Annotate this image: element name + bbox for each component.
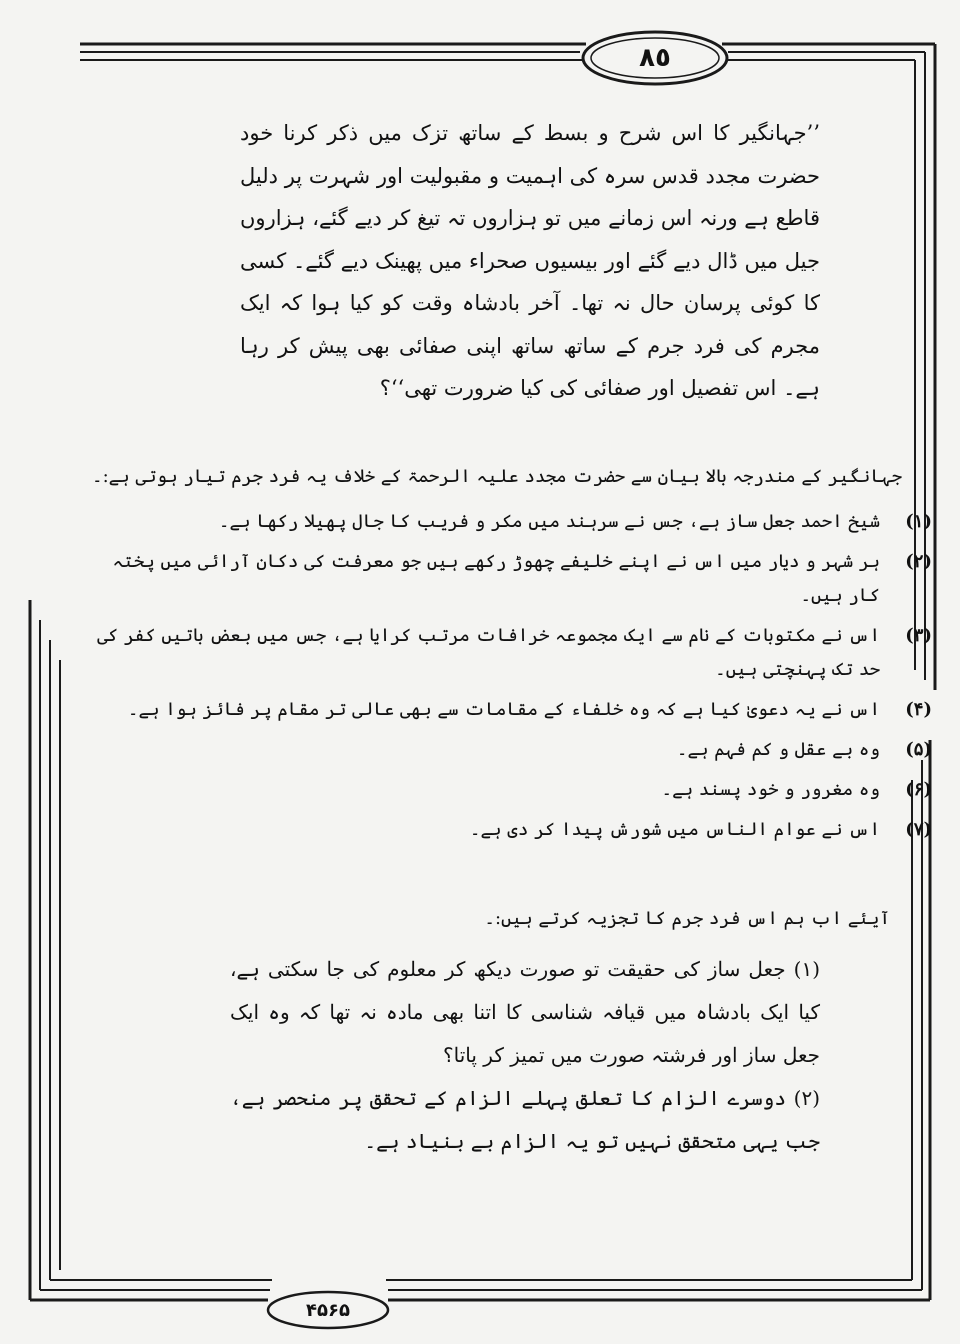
list-item-text: وہ بے عقل و کم فہم ہے۔ [676,739,880,760]
list-item [82,619,932,687]
analysis-intro: آیئے اب ہم اس فرد جرم کا تجزیہ کرتے ہیں:۔ [484,908,890,929]
list-item-number: (۷) [905,819,932,840]
list-item [82,693,932,727]
list-item-text: شیخ احمد جعل ساز ہے، جس نے سرہند میں مکر و فریب کا جال پھیلا رکھا ہے۔ [218,511,880,532]
list-item-number: (۴) [905,699,932,720]
list-item-text: وہ مغرور و خود پسند ہے۔ [661,779,880,800]
list-item [82,505,932,539]
list-item-text: اس نے مکتوبات کے نام سے ایک مجموعہ خرافات مرتب کرایا ہے، جس میں بعض باتیں کفر کی حد تک پہنچتی ہیں۔ [97,625,880,680]
list-item [82,773,932,807]
charges-intro: جہانگیر کے مندرجہ بالا بیان سے حضرت مجدد علیہ الرحمۃ کے خلاف یہ فرد جرم تیار ہوتی ہے:۔ [92,466,902,487]
quoted-paragraph: ’’جہانگیر کا اس شرح و بسط کے ساتھ تزک میں ذکر کرنا خود حضرت مجدد قدس سرہ کی اہمیت و مقبولیت اور شہرت پر دلیل قاطع ہے ورنہ اس زمانے میں تو ہزاروں تہ تیغ کر دیے گئے، ہزاروں جیل میں ڈال دیے گئے اور بیسیوں صحراء میں پھینک دیے گئے۔ کسی کا کوئی پرسان حال نہ تھا۔ آخر بادشاہ وقت کو کیا ہوا کہ ایک مجرم کی فرد جرم کے ساتھ ساتھ اپنی صفائی بھی پیش کر رہا ہے۔ اس تفصیل اور صفائی کی کیا ضرورت تھی‘‘؟ [240,121,820,400]
list-item-number: (۶) [905,779,932,800]
list-item-text: اس نے یہ دعویٰ کیا ہے کہ وہ خلفاء کے مقامات سے بھی عالی تر مقام پر فائز ہوا ہے۔ [127,699,880,720]
list-item-number: (۵) [905,739,932,760]
list-item-number: (۲) [905,551,932,572]
analysis-point: (۲) دوسرے الزام کا تعلق پہلے الزام کے تحقق پر منحصر ہے، جب یہی متحقق نہیں تو یہ الزام بے بنیاد ہے۔ [230,1086,820,1153]
list-item-number: (۱) [905,511,932,532]
analysis-points [230,948,820,1163]
page-number: ٨٥ [639,43,671,73]
list-item [82,813,932,847]
charges-list [82,505,932,853]
list-item [82,733,932,767]
list-item-text: ہر شہر و دیار میں اس نے اپنے خلیفے چھوڑ رکھے ہیں جو معرفت کی دکان آرائی میں پختہ کار ہیں۔ [112,551,880,606]
analysis-point: (۱) جعل ساز کی حقیقت تو صورت دیکھ کر معلوم کی جا سکتی ہے، کیا ایک بادشاہ میں قیافہ شناسی کا اتنا بھی مادہ نہ تھا کہ وہ ایک جعل ساز اور فرشتہ صورت میں تمیز کر پاتا؟ [230,957,820,1067]
footer-number: ۴۵۶۵ [306,1299,350,1321]
list-item-text: اس نے عوام الناس میں شورش پیدا کر دی ہے۔ [469,819,880,840]
list-item-number: (۳) [905,625,932,646]
list-item [82,545,932,613]
